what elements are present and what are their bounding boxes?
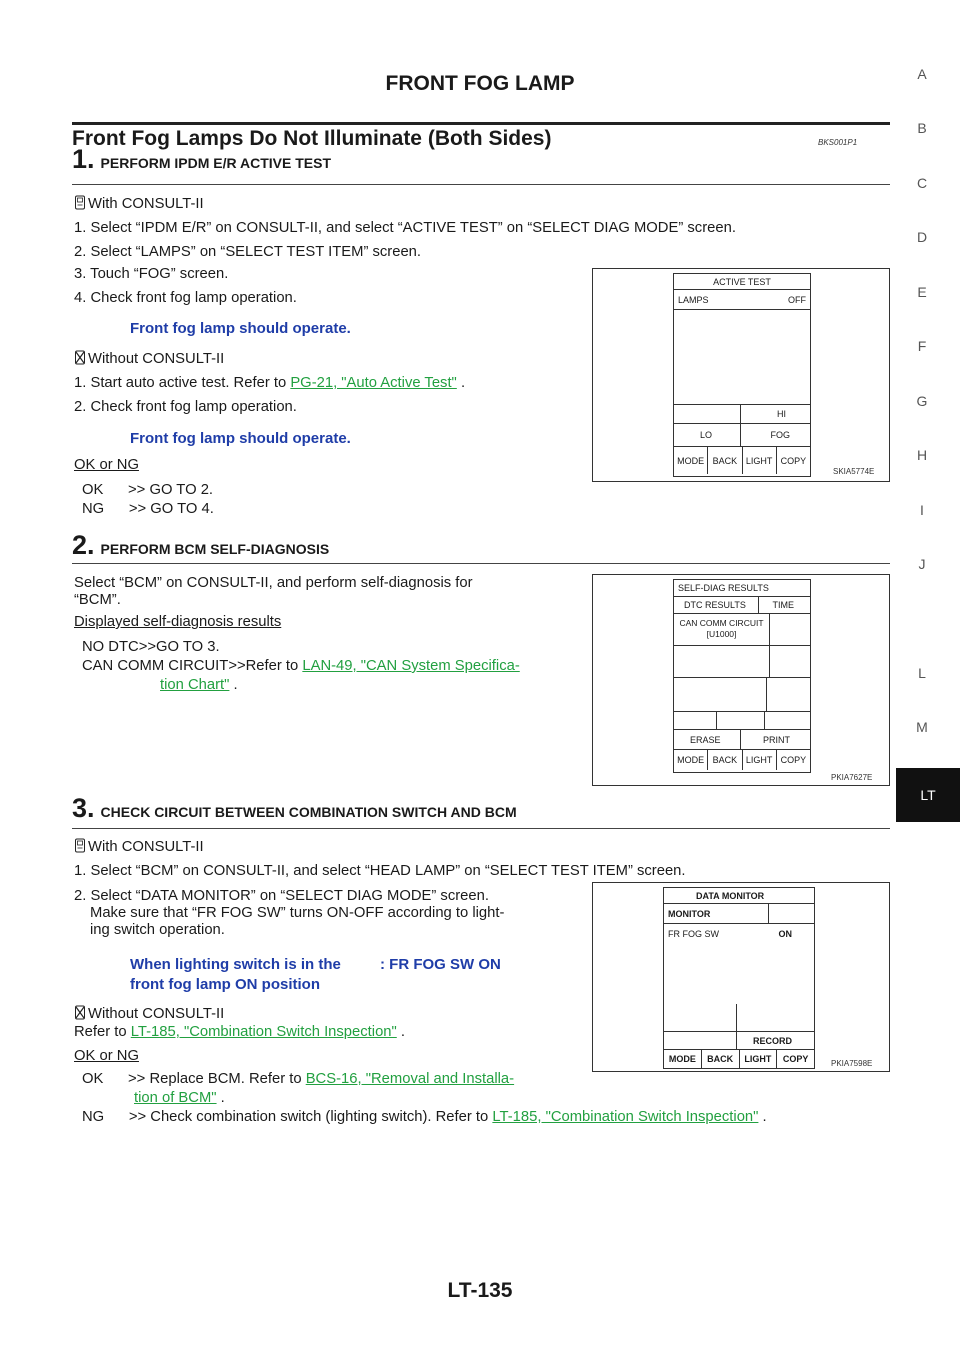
no-tool-icon — [74, 350, 86, 365]
step3-heading — [72, 793, 517, 824]
erase-button[interactable]: ERASE — [690, 734, 721, 745]
step3-item-1: 1. Select “BCM” on CONSULT-II, and select “HEAD LAMP” on “SELECT TEST ITEM” screen. — [74, 863, 686, 879]
section-title: Front Fog Lamps Do Not Illuminate (Both Sides) — [72, 127, 552, 150]
step3-item-2: 2. Select “DATA MONITOR” on “SELECT DIAG MODE” screen. — [74, 888, 489, 904]
side-index-j[interactable]: J — [918, 556, 926, 572]
lan49-link-cont[interactable]: tion Chart" — [160, 677, 230, 693]
hi-button[interactable]: HI — [777, 409, 786, 419]
expected-result: Front fog lamp should operate. — [130, 430, 351, 447]
no-dtc-result: NO DTC>>GO TO 3. — [82, 639, 220, 655]
light-button[interactable]: LIGHT — [743, 750, 777, 770]
step-number: 3. — [72, 793, 95, 823]
figure-code: SKIA5774E — [833, 467, 875, 476]
bcs16-link-cont[interactable]: tion of BCM" — [134, 1090, 217, 1106]
monitor-item-name: FR FOG SW — [668, 929, 719, 939]
side-index-f[interactable]: F — [917, 338, 927, 354]
screen-title: DATA MONITOR — [696, 890, 765, 901]
bcs16-link[interactable]: BCS-16, "Removal and Installa- — [305, 1071, 515, 1087]
step-rule — [72, 828, 890, 829]
step1-item-4: 4. Check front fog lamp operation. — [74, 290, 297, 306]
pg21-link[interactable]: PG-21, "Auto Active Test" — [290, 375, 457, 391]
step-number: 2. — [72, 530, 95, 560]
self-diag-screen — [673, 579, 811, 773]
active-test-screen — [673, 273, 811, 477]
consult-tool-icon — [74, 195, 86, 210]
side-index-b[interactable]: B — [917, 120, 927, 136]
step1-item-2: 2. Select “LAMPS” on “SELECT TEST ITEM” screen. — [74, 244, 422, 260]
mode-button[interactable]: MODE — [674, 447, 708, 474]
side-index-l[interactable]: L — [918, 665, 926, 681]
lt185-link[interactable]: LT-185, "Combination Switch Inspection" — [130, 1024, 397, 1040]
screen-title: SELF-DIAG RESULTS — [678, 583, 769, 593]
time-header: TIME — [772, 600, 794, 610]
expected-result: Front fog lamp should operate. — [130, 320, 351, 337]
step1-item-3: 3. Touch “FOG” screen. — [74, 266, 229, 282]
ng-result: NG >> GO TO 4. — [82, 501, 214, 517]
step-rule — [72, 563, 890, 564]
mode-button[interactable]: MODE — [664, 1050, 702, 1068]
figure-code: PKIA7627E — [831, 773, 873, 782]
step1-item-1: 1. Select “IPDM E/R” on CONSULT-II, and select “ACTIVE TEST” on “SELECT DIAG MODE” screen. — [74, 220, 736, 236]
step3-item-2-cont: Make sure that “FR FOG SW” turns ON-OFF according to light- — [90, 905, 505, 921]
step2-line-1: Select “BCM” on CONSULT-II, and perform self-diagnosis for — [74, 575, 473, 591]
dtc-code: [U1000] — [706, 629, 737, 639]
lan49-link[interactable]: LAN-49, "CAN System Specifica- — [302, 658, 520, 674]
monitor-item-value: ON — [778, 929, 792, 939]
with-consult-line: With CONSULT-II — [74, 195, 204, 213]
copy-button[interactable]: COPY — [782, 1054, 809, 1064]
step1-heading — [72, 144, 331, 175]
page-number: LT-135 — [447, 1279, 513, 1302]
side-index-a[interactable]: A — [917, 66, 927, 82]
side-index-lt-tab[interactable]: LT — [896, 768, 960, 822]
section-code: BKS001P1 — [818, 138, 858, 147]
back-button[interactable]: BACK — [708, 447, 742, 474]
step-number: 1. — [72, 144, 95, 174]
lamps-value: OFF — [788, 294, 806, 305]
can-comm-result: CAN COMM CIRCUIT>>Refer to LAN-49, "CAN System Specifica- — [82, 658, 520, 674]
ok-or-ng-label: OK or NG — [74, 457, 139, 473]
step2-line-2: “BCM”. — [74, 592, 121, 608]
can-comm-result-cont: tion Chart" . — [160, 677, 238, 693]
without-consult-line: Without CONSULT-II — [74, 350, 224, 368]
active-test-figure — [592, 268, 890, 482]
without-consult-line: Without CONSULT-II — [74, 1005, 224, 1023]
condition-label: When lighting switch is in the — [130, 956, 341, 973]
ng-result: NG >> Check combination switch (lighting switch). Refer to LT-185, "Combination Switch Inspection" . — [82, 1109, 767, 1125]
lo-button[interactable]: LO — [700, 430, 713, 440]
consult-tool-icon — [74, 838, 86, 853]
ok-result-cont: tion of BCM" . — [134, 1090, 225, 1106]
print-button[interactable]: PRINT — [763, 734, 790, 745]
without-item-1: 1. Start auto active test. Refer to PG-21, "Auto Active Test" . — [74, 375, 466, 391]
copy-button[interactable]: COPY — [780, 755, 807, 765]
condition-label-cont: front fog lamp ON position — [130, 976, 320, 993]
step2-heading — [72, 530, 329, 561]
dtc-name: CAN COMM CIRCUIT — [679, 618, 764, 628]
ok-or-ng-label: OK or NG — [74, 1048, 139, 1064]
side-index-c[interactable]: C — [916, 175, 928, 191]
ok-result: OK >> GO TO 2. — [82, 482, 214, 498]
side-index-d[interactable]: D — [916, 229, 928, 245]
step-title: PERFORM BCM SELF-DIAGNOSIS — [100, 541, 330, 557]
no-tool-icon — [74, 1005, 86, 1020]
with-consult-line: With CONSULT-II — [74, 838, 204, 856]
step3-item-2-cont: ing switch operation. — [90, 922, 225, 938]
dtc-results-header: DTC RESULTS — [684, 600, 746, 610]
ok-result: OK >> Replace BCM. Refer to BCS-16, "Removal and Installa- — [82, 1071, 515, 1087]
back-button[interactable]: BACK — [702, 1050, 740, 1068]
back-button[interactable]: BACK — [708, 750, 742, 770]
results-label: Displayed self-diagnosis results — [74, 614, 282, 630]
step-title: PERFORM IPDM E/R ACTIVE TEST — [100, 155, 332, 171]
page-header: FRONT FOG LAMP — [385, 72, 575, 95]
light-button[interactable]: LIGHT — [743, 447, 777, 474]
side-index-g[interactable]: G — [916, 393, 928, 409]
monitor-header: MONITOR — [668, 908, 711, 919]
condition-value: : FR FOG SW ON — [380, 956, 501, 973]
figure-code: PKIA7598E — [831, 1059, 873, 1068]
without-item-2: 2. Check front fog lamp operation. — [74, 399, 297, 415]
mode-button[interactable]: MODE — [674, 750, 708, 770]
copy-button[interactable]: COPY — [780, 455, 807, 466]
self-diag-figure — [592, 574, 890, 786]
lt185-link[interactable]: LT-185, "Combination Switch Inspection" — [492, 1109, 759, 1125]
side-index-m[interactable]: M — [916, 719, 928, 735]
data-monitor-screen — [663, 887, 815, 1069]
header-rule — [72, 122, 890, 125]
fog-button[interactable]: FOG — [770, 430, 790, 440]
refer-line: Refer to LT-185, "Combination Switch Inspection" . — [74, 1024, 406, 1040]
data-monitor-figure — [592, 882, 890, 1072]
record-button[interactable]: RECORD — [752, 1035, 792, 1046]
step-rule — [72, 184, 890, 185]
screen-title: ACTIVE TEST — [713, 276, 771, 287]
side-index-i[interactable]: I — [920, 502, 924, 518]
side-index-h[interactable]: H — [916, 447, 928, 463]
lamps-label: LAMPS — [678, 294, 709, 305]
step-title: CHECK CIRCUIT BETWEEN COMBINATION SWITCH AND BCM — [100, 804, 517, 820]
side-index-e[interactable]: E — [917, 284, 927, 300]
light-button[interactable]: LIGHT — [740, 1050, 778, 1068]
